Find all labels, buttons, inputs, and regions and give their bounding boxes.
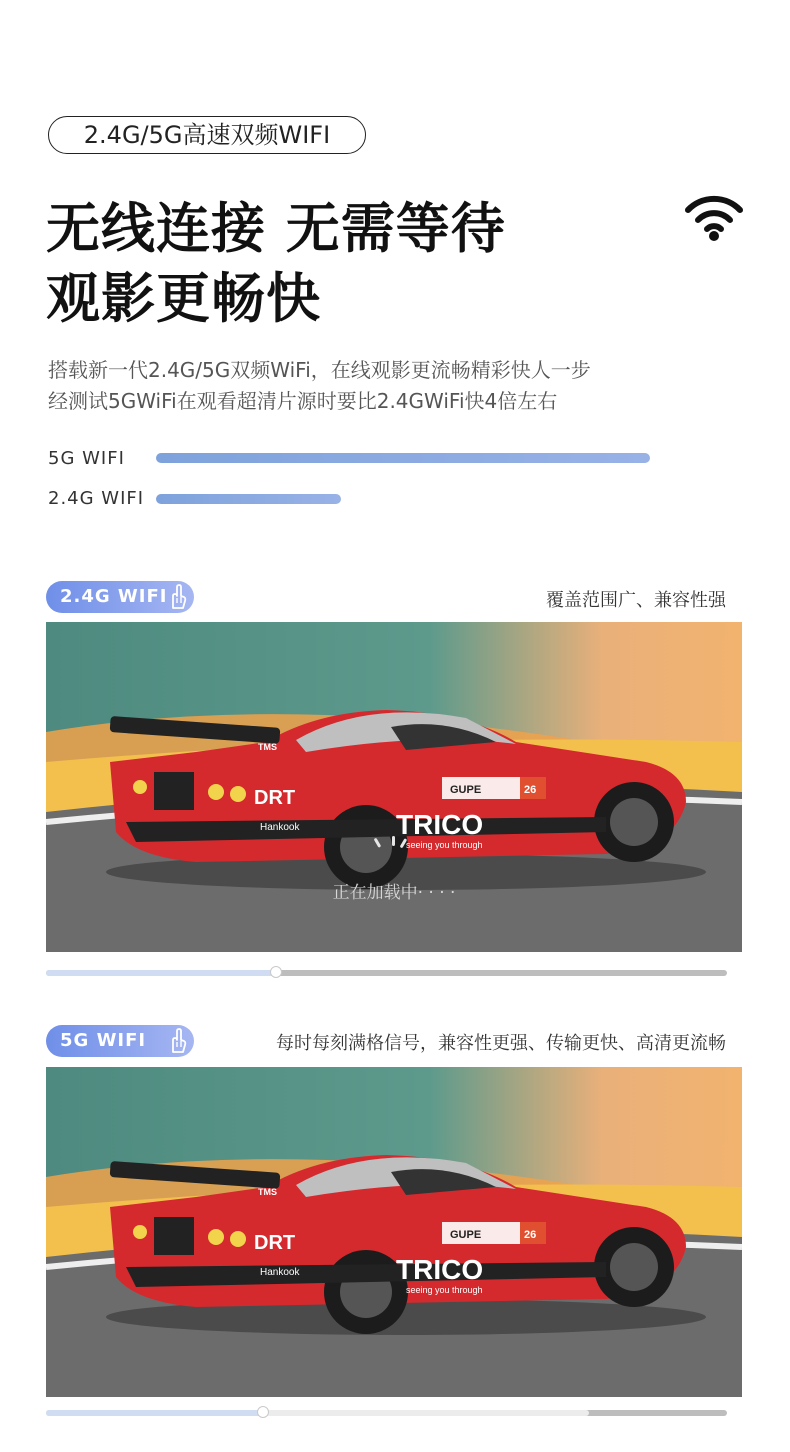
car-number: 26: [524, 784, 537, 796]
progress-fill: [46, 1410, 263, 1416]
section-note-5g: 每时每刻满格信号，兼容性更强、传输更快、高清更流畅: [276, 1033, 726, 1054]
car-slogan: seeing you through: [406, 840, 483, 850]
car-sponsor: TRICO: [396, 1254, 484, 1285]
car-tire-brand: Hankook: [260, 1267, 300, 1278]
progress-thumb[interactable]: [257, 1406, 269, 1418]
race-car-image: [46, 1067, 742, 1397]
headline-line-1: 无线连接 无需等待: [46, 197, 506, 260]
description-line-2: 经测试5GWiFi在观看超清片源时要比2.4GWiFi快4倍左右: [48, 389, 558, 413]
car-number: 26: [524, 1229, 537, 1241]
car-plate: TMS: [258, 742, 277, 752]
section-note-24g: 覆盖范围广、兼容性强: [546, 590, 726, 611]
description-line-1: 搭载新一代2.4G/5G双频WiFi，在线观影更流畅精彩快人一步: [48, 358, 591, 382]
pointing-hand-icon: [164, 584, 188, 610]
loading-text: 正在加载中· · · ·: [332, 883, 456, 903]
progress-fill: [46, 970, 276, 976]
section-pill-5g: [46, 1025, 194, 1057]
wifi-icon: [684, 190, 744, 242]
car-brand-rear: DRT: [254, 1232, 296, 1254]
speed-bar-5g: [156, 453, 650, 463]
feature-tag: 2.4G/5G高速双频WIFI: [48, 116, 366, 154]
speed-label-24g: 2.4G WIFI: [48, 488, 145, 509]
car-plate: TMS: [258, 1187, 277, 1197]
car-tire-brand: Hankook: [260, 822, 300, 833]
pointing-hand-icon: [164, 1028, 188, 1054]
car-brand-rear: DRT: [254, 787, 296, 809]
car-badge: GUPE: [450, 1229, 482, 1241]
car-badge: GUPE: [450, 784, 482, 796]
car-slogan: seeing you through: [406, 1285, 483, 1295]
section-pill-24g: [46, 581, 194, 613]
video-progress-5g[interactable]: [46, 1410, 727, 1416]
headline-line-2: 观影更畅快: [46, 267, 321, 330]
video-progress-24g[interactable]: [46, 970, 727, 976]
section-pill-label: 2.4G WIFI: [60, 586, 168, 607]
speed-label-5g: 5G WIFI: [48, 448, 125, 469]
speed-bar-24g: [156, 494, 341, 504]
car-sponsor: TRICO: [396, 809, 484, 840]
car-photo-24g: [46, 622, 742, 952]
section-pill-label: 5G WIFI: [60, 1030, 147, 1051]
progress-thumb[interactable]: [270, 966, 282, 978]
car-photo-5g: [46, 1067, 742, 1397]
